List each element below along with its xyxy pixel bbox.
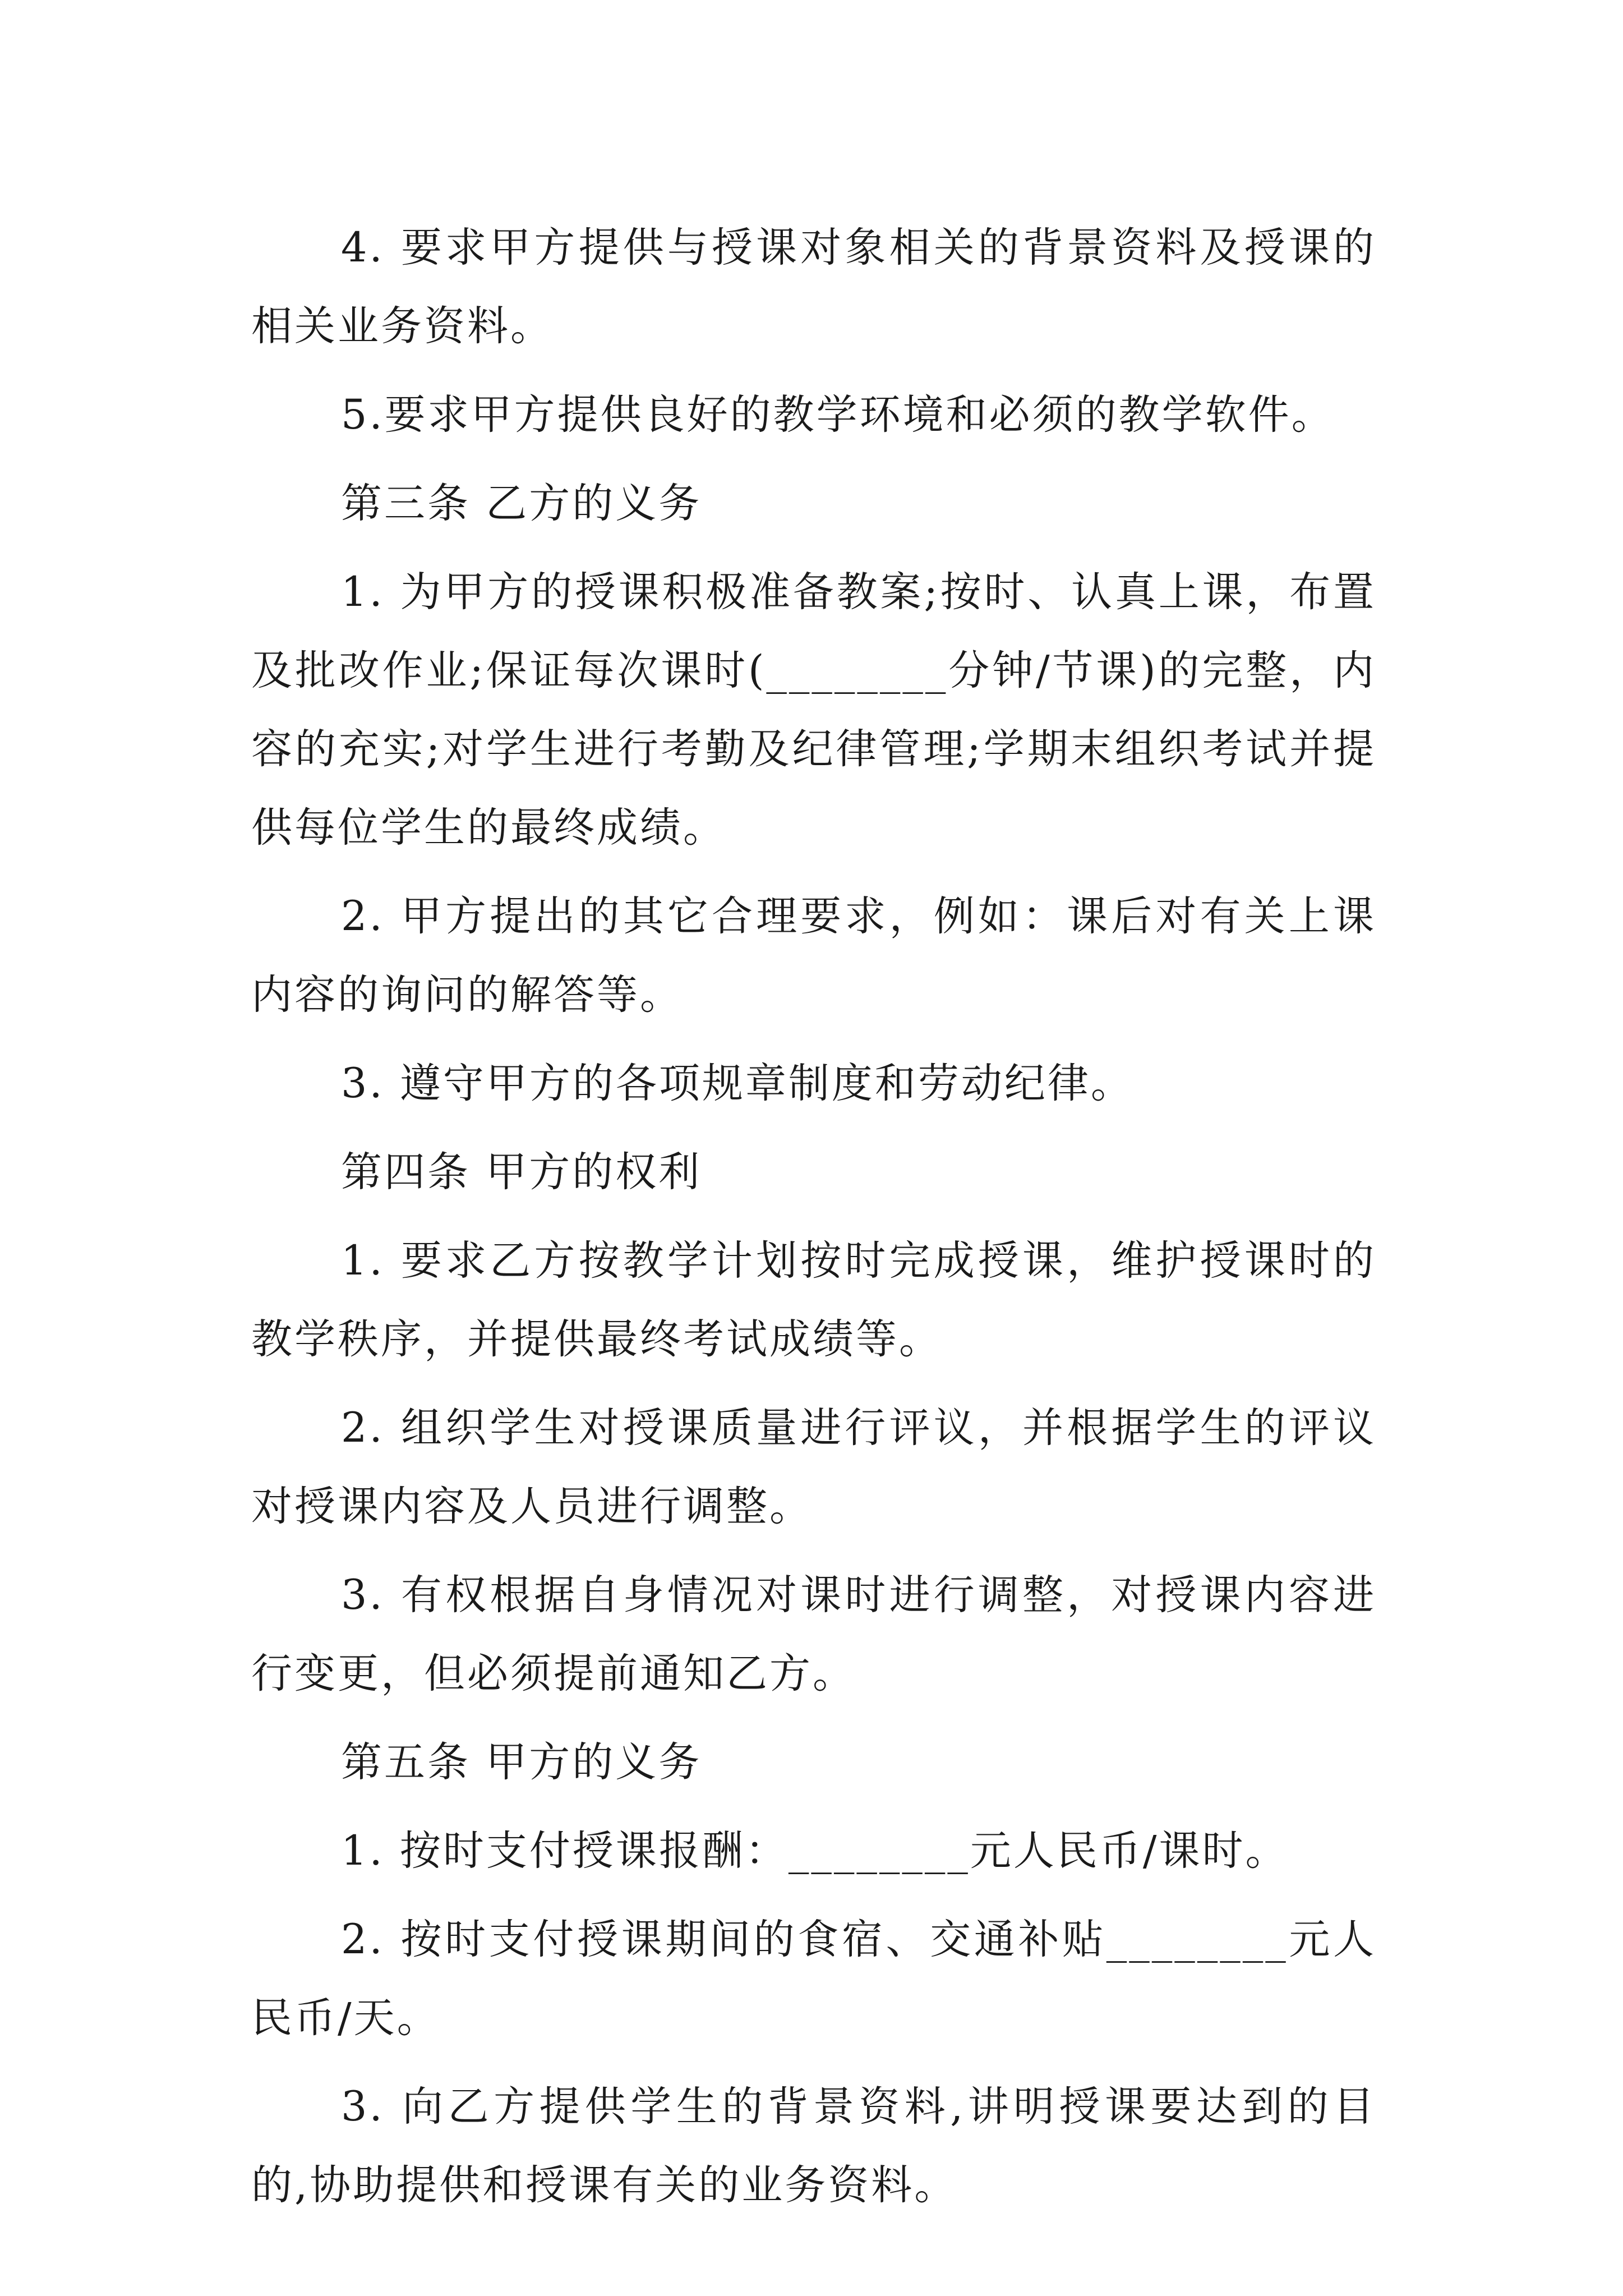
- clause-item-5: 5.要求甲方提供良好的教学环境和必须的教学软件。: [341, 391, 1335, 439]
- article-3-item-3: 3. 遵守甲方的各项规章制度和劳动纪律。: [341, 1060, 1134, 1107]
- article-5-heading: 第五条 甲方的义务: [341, 1738, 702, 1786]
- article-3-item-1: 1. 为甲方的授课积极准备教案;按时、认真上课，布置及批改作业;保证每次课时(________分钟/节课)的完整，内容的充实;对学生进行考勤及纪律管理;学期末组织考试并提供每位学生的最终成绩。: [251, 568, 1376, 852]
- article-4-item-1: 1. 要求乙方按教学计划按时完成授课，维护授课时的教学秩序，并提供最终考试成绩等。: [251, 1237, 1376, 1363]
- article-5-item-2: 2. 按时支付授课期间的食宿、交通补贴________元人民币/天。: [251, 1916, 1376, 2042]
- article-4-item-3: 3. 有权根据自身情况对课时进行调整，对授课内容进行变更，但必须提前通知乙方。: [251, 1571, 1376, 1697]
- article-3-heading: 第三条 乙方的义务: [341, 480, 702, 527]
- article-4-item-2: 2. 组织学生对授课质量进行评议，并根据学生的评议对授课内容及人员进行调整。: [251, 1404, 1376, 1530]
- article-5-item-1: 1. 按时支付授课报酬：________元人民币/课时。: [341, 1827, 1289, 1875]
- article-5-item-3: 3. 向乙方提供学生的背景资料,讲明授课要达到的目的,协助提供和授课有关的业务资料。: [251, 2083, 1376, 2209]
- article-4-heading: 第四条 甲方的权利: [341, 1148, 702, 1196]
- article-3-item-2: 2. 甲方提出的其它合理要求，例如：课后对有关上课内容的询问的解答等。: [251, 892, 1376, 1019]
- clause-item-4: 4. 要求甲方提供与授课对象相关的背景资料及授课的相关业务资料。: [251, 224, 1376, 350]
